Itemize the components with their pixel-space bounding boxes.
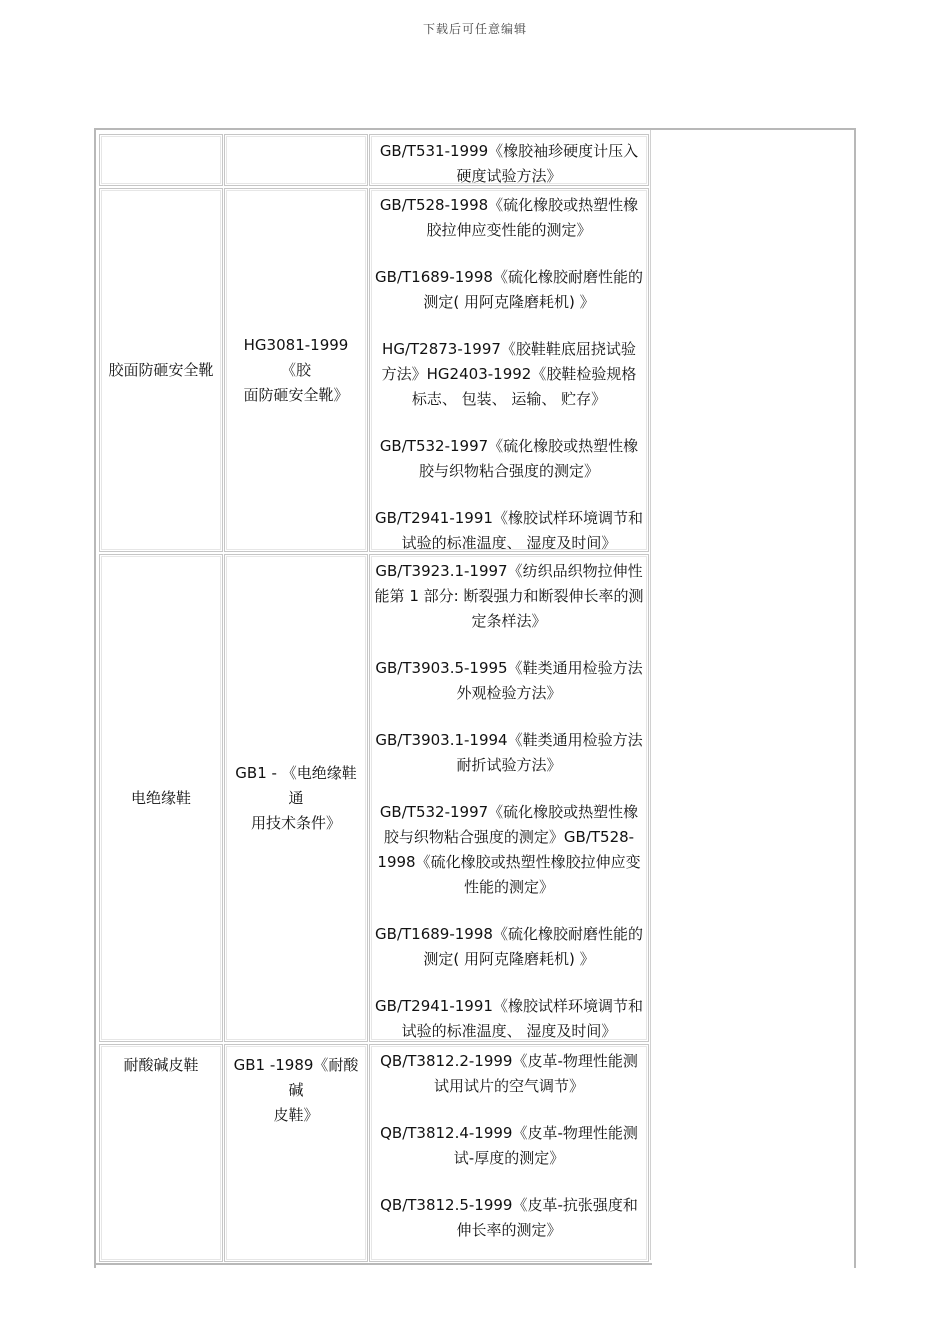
test-method: GB/T2941-1991《橡胶试样环境调节和 试验的标准温度、 湿度及时间》	[375, 509, 643, 552]
product-name: 耐酸碱皮鞋	[123, 1056, 199, 1074]
product-standard-cell	[224, 188, 368, 552]
test-method: GB/T532-1997《硫化橡胶或热塑性橡 胶与织物粘合强度的测定》GB/T528- 1998《硫化橡胶或热塑性橡胶拉伸应变 性能的测定》	[377, 803, 641, 896]
product-standard: GB1 -1989《耐酸碱 皮鞋》	[233, 1056, 359, 1124]
product-name-cell	[99, 554, 223, 1042]
product-standard-cell	[224, 554, 368, 1042]
product-name: 胶面防砸安全靴	[108, 360, 214, 379]
test-method: QB/T3812.4-1999《皮革-物理性能测 试-厚度的测定》	[380, 1124, 638, 1167]
test-methods-cell	[369, 1044, 649, 1262]
test-methods-cell	[369, 554, 649, 1042]
product-standard-cell	[224, 1044, 368, 1262]
test-method: GB/T3923.1-1997《纺织品织物拉伸性 能第 1 部分: 断裂强力和断裂伸长率的测 定条样法》	[374, 562, 644, 630]
test-method: GB/T531-1999《橡胶袖珍硬度计压入 硬度试验方法》	[379, 142, 639, 185]
test-methods-cell	[369, 188, 649, 552]
test-methods-cell	[369, 134, 649, 186]
test-method: QB/T3812.5-1999《皮革-抗张强度和 伸长率的测定》	[380, 1196, 638, 1239]
test-method: GB/T528-1998《硫化橡胶或热塑性橡 胶拉伸应变性能的测定》	[379, 196, 639, 239]
test-method: QB/T3812.2-1999《皮革-物理性能测 试用试片的空气调节》	[380, 1052, 638, 1095]
product-name-cell	[99, 188, 223, 552]
product-name-cell	[99, 134, 223, 186]
page-header: 下载后可任意编辑	[422, 22, 527, 36]
product-standard: HG3081-1999《胶 面防砸安全靴》	[243, 335, 349, 404]
test-method: GB/T2941-1991《橡胶试样环境调节和 试验的标准温度、 湿度及时间》	[375, 997, 643, 1040]
empty-right-column	[650, 130, 853, 1260]
test-method: GB/T3903.5-1995《鞋类通用检验方法 外观检验方法》	[375, 659, 643, 702]
product-name: 电绝缘鞋	[130, 788, 191, 807]
standards-table	[94, 128, 856, 1268]
product-name-cell	[99, 1044, 223, 1262]
test-method: GB/T1689-1998《硫化橡胶耐磨性能的 测定( 用阿克隆磨耗机) 》	[375, 268, 643, 311]
table-bottom-border	[94, 1263, 652, 1265]
test-method: GB/T1689-1998《硫化橡胶耐磨性能的 测定( 用阿克隆磨耗机) 》	[375, 925, 643, 968]
test-method: GB/T532-1997《硫化橡胶或热塑性橡 胶与织物粘合强度的测定》	[379, 437, 639, 480]
test-method: HG/T2873-1997《胶鞋鞋底屈挠试验 方法》HG2403-1992《胶鞋检验规格 标志、 包装、 运输、 贮存》	[381, 340, 637, 408]
product-standard-cell	[224, 134, 368, 186]
test-method: GB/T3903.1-1994《鞋类通用检验方法 耐折试验方法》	[375, 731, 643, 774]
product-standard: GB1 - 《电绝缘鞋通 用技术条件》	[235, 763, 357, 832]
